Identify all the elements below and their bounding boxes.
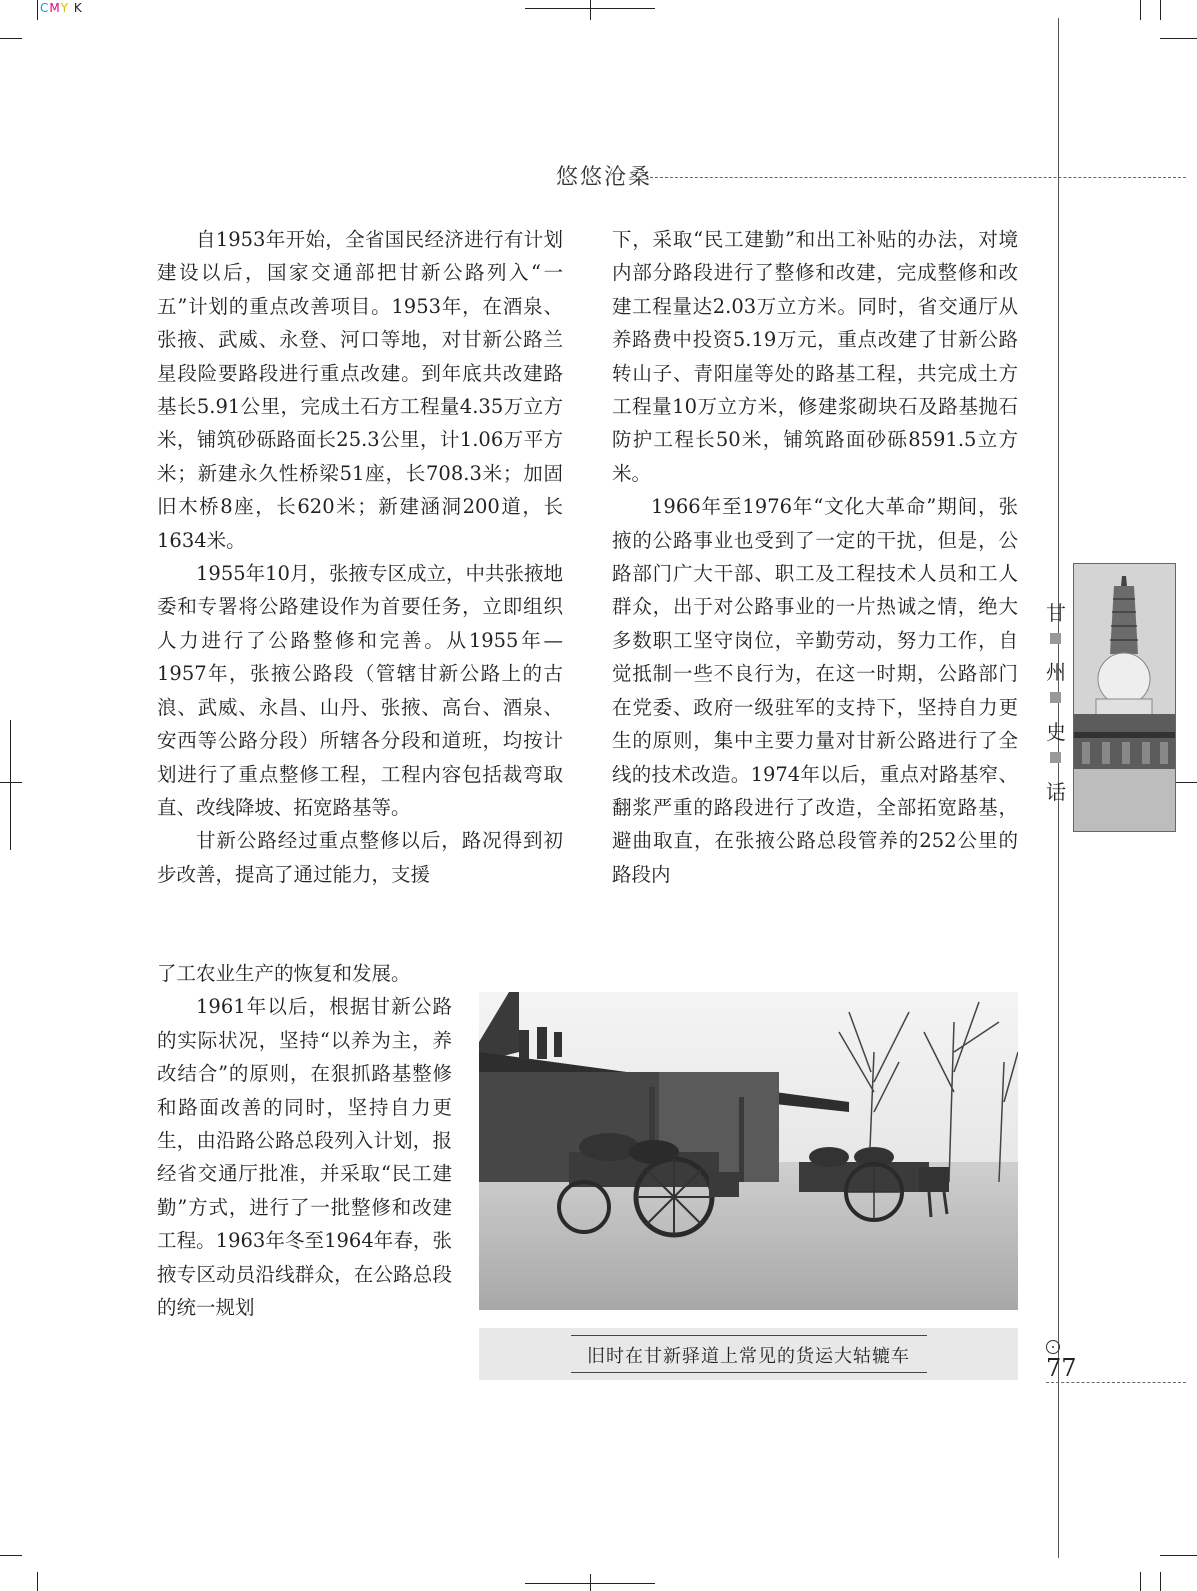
pagoda-photo	[1073, 563, 1176, 832]
figure-caption: 旧时在甘新驿道上常见的货运大轱辘车	[587, 1346, 910, 1367]
paragraph-continuation: 了工农业生产的恢复和发展。	[157, 962, 411, 985]
sidebar-char: 话	[1046, 780, 1066, 804]
crop-mark	[0, 1555, 22, 1556]
caption-rule	[571, 1372, 927, 1373]
crop-mark	[1160, 0, 1161, 20]
crop-mark	[0, 782, 22, 783]
crop-mark	[1160, 38, 1197, 39]
cmyk-y: Y	[60, 1, 70, 15]
paragraph: 自1953年开始，全省国民经济进行有计划建设以后，国家交通部把甘新公路列入“一五”计划的重点改善项目。1953年，在酒泉、张掖、武威、永登、河口等地，对甘新公路兰星段险要路段进行重点改建。到年底共改建路基长5.91公里，完成土石方工程量4.35万立方米，铺筑砂砾路面长25.3公里，计1.06万平方米；新建永久性桥梁51座，长708.3米；加固旧木桥8座，长620米；新建涵洞200道，长1634米。	[157, 228, 563, 552]
sidebar-bullet	[1050, 692, 1061, 703]
footer-dashed-rule	[1046, 1382, 1186, 1383]
left-column-bottom	[157, 957, 452, 1324]
crop-mark	[1175, 782, 1197, 783]
crop-mark	[37, 1572, 38, 1591]
header-dashed-rule	[650, 177, 1186, 178]
page-number: 77	[1046, 1354, 1077, 1382]
crop-mark	[1140, 0, 1141, 20]
sidebar-char: 甘	[1046, 601, 1066, 625]
cmyk-m: M	[49, 1, 61, 15]
section-title: 悠悠沧桑	[556, 165, 653, 190]
sidebar-bullet	[1050, 752, 1061, 763]
page-number-circle-icon	[1046, 1340, 1060, 1354]
sidebar-char: 史	[1046, 720, 1066, 744]
figure-caption-box	[479, 1328, 1018, 1380]
sidebar-char: 州	[1046, 660, 1066, 684]
cmyk-k: K	[73, 1, 83, 15]
crop-mark	[590, 1574, 591, 1591]
crop-mark	[10, 720, 11, 850]
crop-mark	[1140, 1572, 1141, 1591]
left-column-top	[157, 223, 563, 891]
paragraph: 1966年至1976年“文化大革命”期间，张掖的公路事业也受到了一定的干扰，但是，公路部门广大干部、职工及工程技术人员和工人群众，出于对公路事业的一片热诚之情，绝大多数职工坚守岗位，辛勤劳动，努力工作，自觉抵制一些不良行为，在这一时期，公路部门在党委、政府一级驻军的支持下，坚持自力更生的原则，集中主要力量对甘新公路进行了全线的技术改造。1974年以后，重点对路基窄、翻浆严重的路段进行了改造，全部拓宽路基，避曲取直，在张掖公路总段管养的252公里的路段内	[612, 495, 1018, 886]
caption-rule	[571, 1335, 927, 1336]
crop-mark	[0, 38, 22, 39]
cmyk-c: C	[40, 1, 50, 15]
sidebar-bullet	[1050, 633, 1061, 644]
paragraph: 1961年以后，根据甘新公路的实际状况，坚持“以养为主，养改结合”的原则，在狠抓路基整修和路面改善的同时，坚持自力更生，由沿路公路总段列入计划，报经省交通厅批准，并采取“民工建勤”方式，进行了一批整修和改建工程。1963年冬至1964年春，张掖专区动员沿线群众，在公路总段的统一规划	[157, 995, 452, 1320]
crop-mark	[1160, 1572, 1161, 1591]
crop-mark	[1160, 1555, 1197, 1556]
paragraph-continuation: 下，采取“民工建勤”和出工补贴的办法，对境内部分路段进行了整修和改建，完成整修和改建工程量达2.03万立方米。同时，省交通厅从养路费中投资5.19万元，重点改建了甘新公路转山子、青阳崖等处的路基工程，共完成土方工程量10万立方米，修建浆砌块石及路基抛石防护工程长50米，铺筑路面砂砾8591.5立方米。	[612, 228, 1018, 485]
cart-photo	[479, 992, 1018, 1310]
cmyk-color-marks	[40, 1, 83, 15]
paragraph: 1955年10月，张掖专区成立，中共张掖地委和专署将公路建设作为首要任务，立即组织人力进行了公路整修和完善。从1955年—1957年，张掖公路段（管辖甘新公路上的古浪、武威、永昌、山丹、张掖、高台、酒泉、安西等公路分段）所辖各分段和道班，均按计划进行了重点整修工程，工程内容包括裁弯取直、改线降坡、拓宽路基等。	[157, 562, 563, 819]
right-column	[612, 223, 1018, 891]
crop-mark	[590, 0, 591, 20]
crop-mark	[37, 0, 38, 20]
paragraph: 甘新公路经过重点整修以后，路况得到初步改善，提高了通过能力，支援	[157, 829, 563, 886]
